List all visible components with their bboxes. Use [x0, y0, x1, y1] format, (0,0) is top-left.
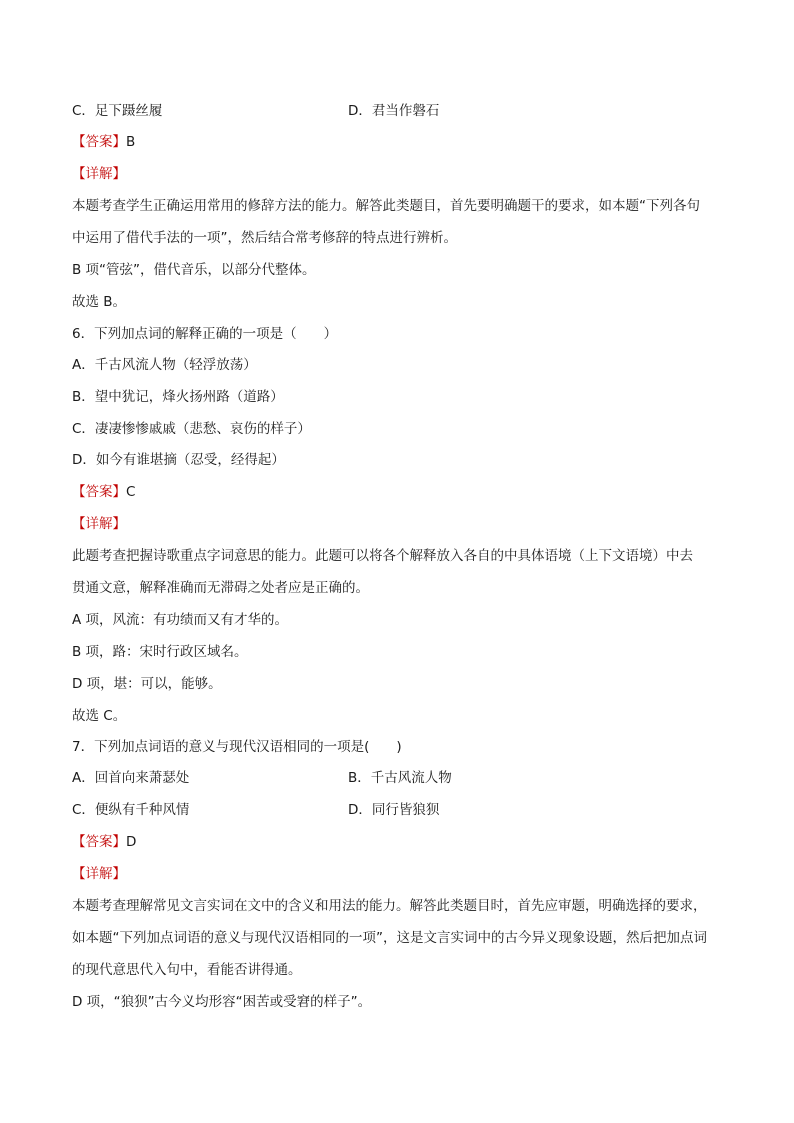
q7-explain-4: D 项，“狼狈”古今义均形容“困苦或受窘的样子”。 — [72, 994, 372, 1010]
q7-explain-2: 如本题“下列加点词语的意义与现代汉语相同的一项”，这是文言实词中的古今异义现象设题，然后把加点词 — [72, 930, 707, 946]
q5-option-c: C．足下蹑丝履 — [72, 103, 163, 119]
q6-option-a: A．千古风流人物（轻浮放荡） — [72, 357, 257, 373]
q6-answer-value: C — [126, 484, 136, 500]
q7-option-b: B．千古风流人物 — [348, 770, 452, 786]
q5-conclusion: 故选 B。 — [72, 294, 127, 310]
q7-options-cd — [72, 800, 726, 820]
q5-answer-value: B — [126, 134, 136, 150]
q6-answer — [72, 482, 726, 502]
q7-answer-tag: 【答案】 — [72, 834, 126, 850]
q6-conclusion: 故选 C。 — [72, 708, 127, 724]
q5-explain-2: 中运用了借代手法的一项”，然后结合常考修辞的特点进行辨析。 — [72, 230, 457, 246]
q6-note-d: D 项，堪：可以，能够。 — [72, 676, 222, 692]
q5-explain-3: B 项“管弦”，借代音乐，以部分代整体。 — [72, 262, 316, 278]
q5-detail-tag: 【详解】 — [72, 166, 126, 182]
q5-answer — [72, 132, 726, 152]
q6-option-c: C．凄凄惨惨戚戚（悲愁、哀伤的样子） — [72, 421, 311, 437]
q6-detail-tag: 【详解】 — [72, 516, 126, 532]
q7-option-c: C．便纵有千种风情 — [72, 802, 190, 818]
q7-explain-1: 本题考查理解常见文言实词在文中的含义和用法的能力。解答此类题目时，首先应审题，明确选择的要求， — [72, 898, 707, 914]
q5-explain-1: 本题考查学生正确运用常用的修辞方法的能力。解答此类题目，首先要明确题干的要求，如本题“下列各句 — [72, 198, 700, 214]
q6-option-b: B．望中犹记，烽火扬州路（道路） — [72, 389, 284, 405]
q7-answer — [72, 832, 726, 852]
q6-explain-2: 贯通文意，解释准确而无滞碍之处者应是正确的。 — [72, 580, 369, 596]
q5-answer-tag: 【答案】 — [72, 134, 126, 150]
q7-detail-tag: 【详解】 — [72, 866, 126, 882]
q7-answer-value: D — [126, 834, 137, 850]
q7-option-d: D．同行皆狼狈 — [348, 802, 440, 818]
q7-stem: 7．下列加点词语的意义与现代汉语相同的一项是( ) — [72, 739, 402, 755]
q7-option-a: A．回首向来萧瑟处 — [72, 770, 190, 786]
q6-explain-1: 此题考查把握诗歌重点字词意思的能力。此题可以将各个解释放入各自的中具体语境（上下文语境）中去 — [72, 548, 693, 564]
q6-stem: 6．下列加点词的解释正确的一项是（ ） — [72, 326, 338, 342]
q7-explain-3: 的现代意思代入句中，看能否讲得通。 — [72, 962, 302, 978]
q6-note-b: B 项，路：宋时行政区域名。 — [72, 644, 248, 660]
q7-options-ab — [72, 768, 726, 788]
q6-note-a: A 项，风流：有功绩而又有才华的。 — [72, 612, 289, 628]
q5-options-cd — [72, 101, 726, 121]
q6-option-d: D．如今有谁堪摘（忍受，经得起） — [72, 452, 285, 468]
q6-answer-tag: 【答案】 — [72, 484, 126, 500]
q5-option-d: D．君当作磐石 — [348, 103, 440, 119]
